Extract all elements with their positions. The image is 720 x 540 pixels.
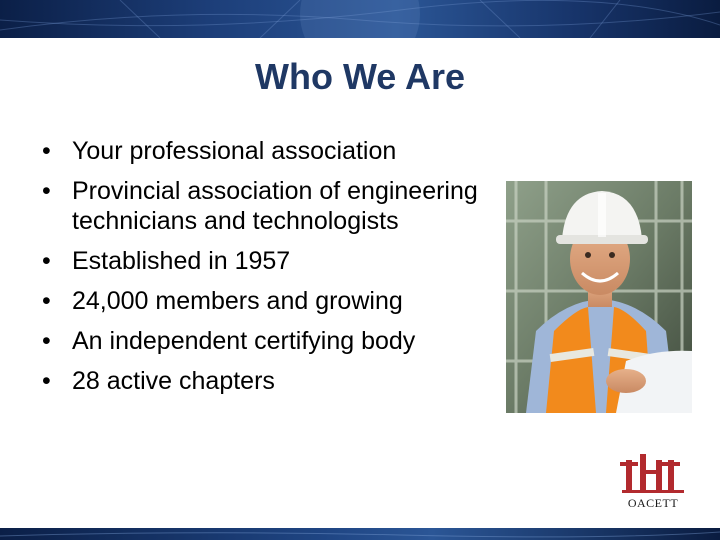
oacett-logo-mark bbox=[618, 450, 688, 496]
bullet-item bbox=[38, 366, 498, 396]
top-banner bbox=[0, 0, 720, 38]
bullet-marker: • bbox=[42, 367, 51, 395]
logo-wordmark: OACETT bbox=[627, 496, 679, 510]
bullet-list bbox=[38, 136, 498, 406]
bullet-text: Your professional association bbox=[72, 137, 397, 165]
top-banner-pattern bbox=[0, 0, 720, 38]
bullet-text: Established in 1957 bbox=[72, 247, 291, 275]
bullet-item bbox=[38, 136, 498, 166]
bullet-marker: • bbox=[42, 177, 51, 205]
technician-illustration bbox=[506, 181, 692, 413]
bullet-item bbox=[38, 286, 498, 316]
bullet-text: Provincial association of engineering technicians and technologists bbox=[72, 177, 478, 235]
technician-photo bbox=[506, 181, 692, 413]
bullet-item bbox=[38, 176, 498, 236]
bullet-text: An independent certifying body bbox=[72, 327, 416, 355]
bottom-banner bbox=[0, 528, 720, 540]
bullet-marker: • bbox=[42, 287, 51, 315]
bullet-text: 24,000 members and growing bbox=[72, 287, 403, 315]
bottom-banner-pattern bbox=[0, 528, 720, 540]
bullet-marker: • bbox=[42, 327, 51, 355]
oacett-logo bbox=[618, 450, 688, 514]
bullet-item bbox=[38, 246, 498, 276]
bullet-text: 28 active chapters bbox=[72, 367, 275, 395]
bullet-item bbox=[38, 326, 498, 356]
slide-title: Who We Are bbox=[254, 56, 465, 97]
bullet-marker: • bbox=[42, 137, 51, 165]
bullet-marker: • bbox=[42, 247, 51, 275]
